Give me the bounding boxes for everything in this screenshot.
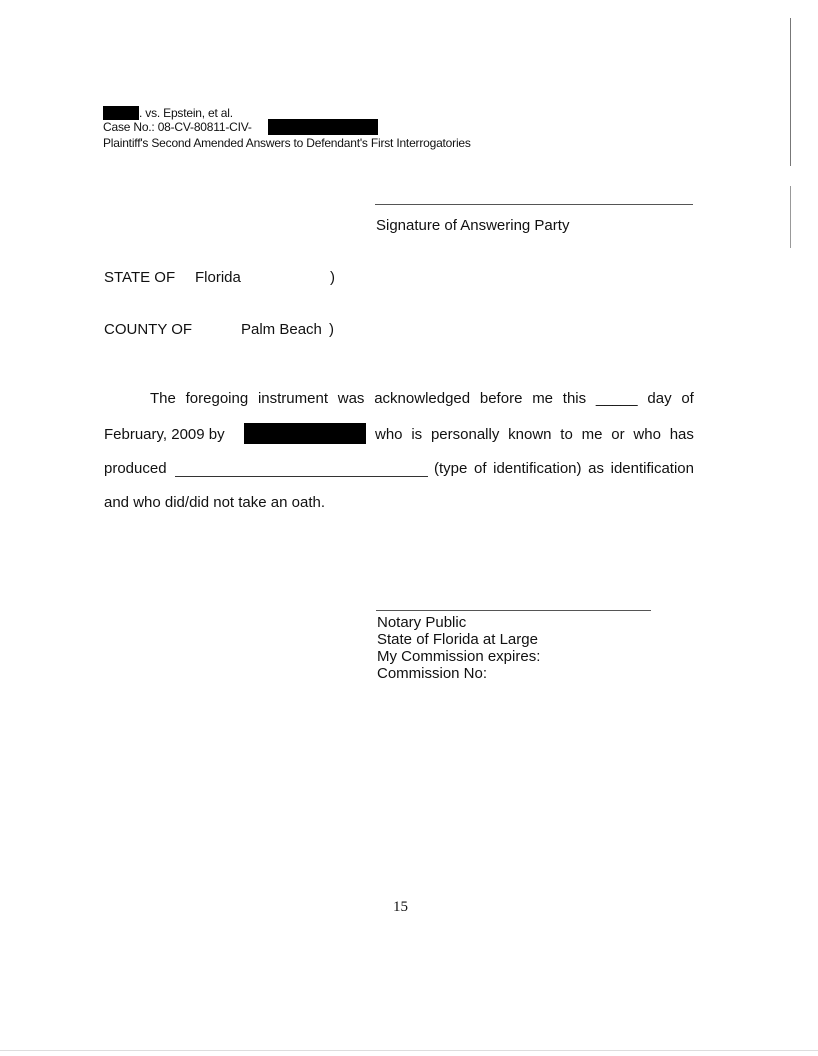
ack-word: before xyxy=(479,390,523,407)
ack-line-4: and who did/did not take an oath. xyxy=(104,494,326,511)
scan-edge-mark xyxy=(790,186,791,248)
ack-word: or xyxy=(611,426,625,443)
ack-word: me xyxy=(581,426,603,443)
ack-word: was xyxy=(337,390,365,407)
ack-line-1 xyxy=(150,390,694,407)
notary-title: Notary Public xyxy=(377,614,467,631)
ack-line-2-right xyxy=(375,426,694,443)
ack-line-3-left: produced xyxy=(104,460,167,477)
notary-commission-number: Commission No: xyxy=(377,665,488,682)
signature-line xyxy=(375,204,693,205)
ack-line-3-right: (type of identification) as identification xyxy=(434,460,694,477)
ack-word: who xyxy=(375,426,403,443)
ack-word: of xyxy=(681,390,694,407)
ack-line-2-left: February, 2009 by xyxy=(104,426,225,443)
ack-word: to xyxy=(560,426,573,443)
redaction-plaintiff-name xyxy=(103,106,139,120)
ack-word: this xyxy=(562,390,587,407)
ack-word: has xyxy=(669,426,694,443)
scan-edge-mark xyxy=(790,18,791,166)
identification-blank-line xyxy=(175,476,428,477)
county-paren: ) xyxy=(329,321,334,338)
notary-signature-line xyxy=(376,610,651,611)
notary-jurisdiction: State of Florida at Large xyxy=(377,631,538,648)
state-value: Florida xyxy=(195,269,241,286)
ack-word: instrument xyxy=(257,390,328,407)
case-caption: . vs. Epstein, et al. xyxy=(139,106,233,120)
ack-word: who xyxy=(633,426,661,443)
page-number: 15 xyxy=(393,899,408,915)
ack-word: personally xyxy=(430,426,500,443)
county-value: Palm Beach xyxy=(241,321,322,338)
county-label: COUNTY OF xyxy=(104,321,193,338)
redaction-case-number-suffix xyxy=(268,119,378,135)
state-paren: ) xyxy=(330,269,335,286)
ack-word: known xyxy=(508,426,552,443)
ack-word: foregoing xyxy=(185,390,249,407)
document-title: Plaintiff's Second Amended Answers to Defendant's First Interrogatories xyxy=(103,136,471,150)
signature-label: Signature of Answering Party xyxy=(376,217,570,234)
state-label: STATE OF xyxy=(104,269,176,286)
ack-day-blank: _____ xyxy=(595,390,638,407)
redaction-name xyxy=(244,423,366,444)
ack-word: The xyxy=(150,390,176,407)
ack-word: is xyxy=(411,426,423,443)
case-number: Case No.: 08-CV-80811-CIV- xyxy=(103,120,252,134)
scan-bottom-edge xyxy=(0,1050,818,1051)
ack-word: me xyxy=(532,390,554,407)
ack-word: acknowledged xyxy=(374,390,471,407)
notary-commission-expires: My Commission expires: xyxy=(377,648,541,665)
ack-word: day xyxy=(647,390,672,407)
